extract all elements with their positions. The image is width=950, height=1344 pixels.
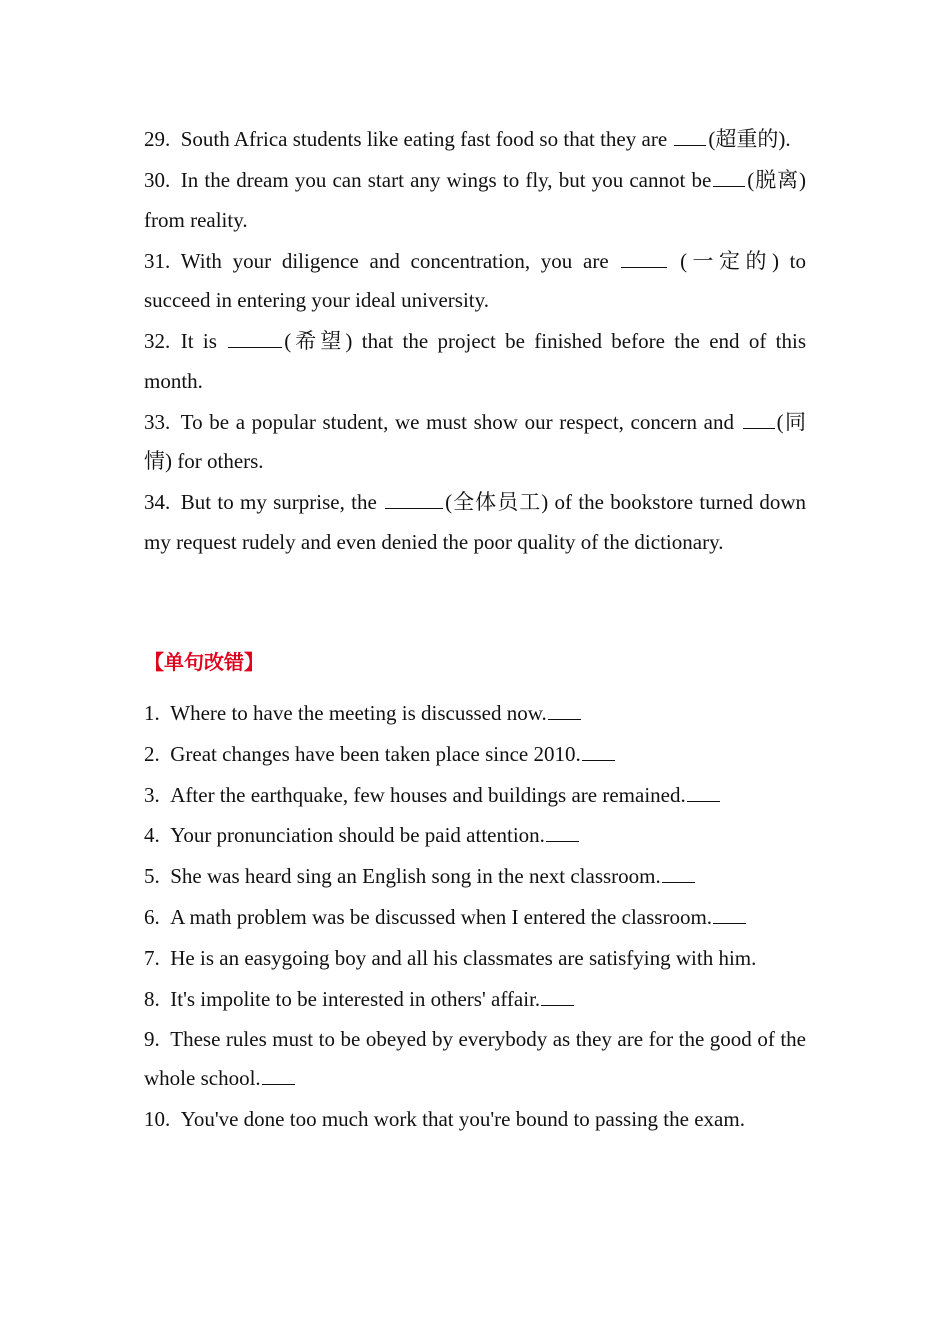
question-number: 7.: [144, 945, 160, 970]
question-number: 30.: [144, 168, 171, 192]
answer-blank[interactable]: [743, 408, 775, 429]
question-text-after: (同情) for others.: [144, 409, 806, 473]
answer-blank[interactable]: [546, 821, 579, 842]
correction-question: [144, 1100, 806, 1139]
question-number: 4.: [144, 823, 160, 848]
correction-question: [144, 694, 806, 733]
question-number: 9.: [144, 1027, 160, 1052]
answer-blank[interactable]: [713, 903, 746, 924]
content-area: [144, 120, 806, 1141]
question-number: 5.: [144, 864, 160, 889]
question-text: Your pronunciation should be paid attention.: [170, 823, 545, 848]
correction-question: [144, 980, 806, 1019]
question-text: A math problem was be discussed when I entered the classroom.: [170, 904, 713, 929]
question-text: It's impolite to be interested in others' affair.: [170, 986, 541, 1011]
answer-blank[interactable]: [262, 1064, 295, 1085]
question-text-before: It is: [180, 329, 227, 353]
answer-blank[interactable]: [582, 740, 615, 761]
answer-blank[interactable]: [674, 125, 706, 146]
fill-in-question: [144, 483, 806, 562]
question-number: 6.: [144, 904, 160, 929]
question-number: 1.: [144, 701, 160, 725]
answer-blank[interactable]: [713, 166, 745, 187]
question-text: Where to have the meeting is discussed now.: [170, 701, 547, 725]
question-number: 10.: [144, 1107, 171, 1132]
correction-question: [144, 857, 806, 896]
question-text-after: (全体员工) of the bookstore turned down my request rudely and even denied the poor quality of the dictionary.: [144, 490, 806, 554]
correction-question: [144, 776, 806, 815]
answer-blank[interactable]: [385, 488, 443, 509]
answer-blank[interactable]: [228, 327, 282, 348]
question-text-before: South Africa students like eating fast food so that they are: [180, 127, 673, 151]
section-heading: 【单句改错】: [144, 650, 264, 674]
fill-in-question: [144, 120, 806, 160]
answer-blank[interactable]: [548, 699, 581, 720]
fill-in-question: [144, 242, 806, 321]
question-text-after: (脱离) from reality.: [144, 168, 806, 232]
question-text-after: (希望) that the project be finished before the end of this month.: [144, 329, 806, 393]
question-text: After the earthquake, few houses and buildings are remained.: [170, 782, 686, 807]
question-number: 31.: [144, 248, 171, 273]
question-number: 2.: [144, 741, 160, 766]
question-text-before: But to my surprise, the: [180, 490, 384, 514]
fill-in-question: [144, 403, 806, 482]
question-number: 8.: [144, 986, 160, 1011]
question-text: You've done too much work that you're bound to passing the exam.: [180, 1107, 745, 1132]
correction-question: [144, 898, 806, 937]
question-number: 32.: [144, 329, 171, 353]
correction-list: [144, 694, 806, 1139]
question-text: He is an easygoing boy and all his classmates are satisfying with him.: [170, 945, 757, 970]
correction-question: [144, 816, 806, 855]
question-text-before: With your diligence and concentration, you are: [180, 248, 620, 273]
answer-blank[interactable]: [687, 781, 720, 802]
answer-blank[interactable]: [541, 985, 574, 1006]
fill-in-question: [144, 161, 806, 240]
question-number: 34.: [144, 490, 171, 514]
question-number: 3.: [144, 782, 160, 807]
question-text-before: In the dream you can start any wings to fly, but you cannot be: [180, 168, 712, 192]
correction-question: [144, 939, 806, 978]
question-text-before: To be a popular student, we must show our respect, concern and: [180, 409, 741, 434]
question-text-after: (一定的) to succeed in entering your ideal university.: [144, 248, 807, 312]
question-text: Great changes have been taken place since 2010.: [170, 741, 581, 766]
question-text-after: (超重的).: [708, 127, 791, 151]
question-number: 29.: [144, 127, 171, 151]
correction-question: [144, 1020, 806, 1098]
question-number: 33.: [144, 409, 171, 434]
question-text: She was heard sing an English song in the next classroom.: [170, 864, 661, 889]
answer-blank[interactable]: [662, 862, 695, 883]
correction-question: [144, 735, 806, 774]
fill-in-list: [144, 120, 806, 562]
question-text: These rules must to be obeyed by everybody as they are for the good of the whole school.: [144, 1027, 806, 1091]
fill-in-question: [144, 322, 806, 401]
answer-blank[interactable]: [621, 247, 667, 268]
